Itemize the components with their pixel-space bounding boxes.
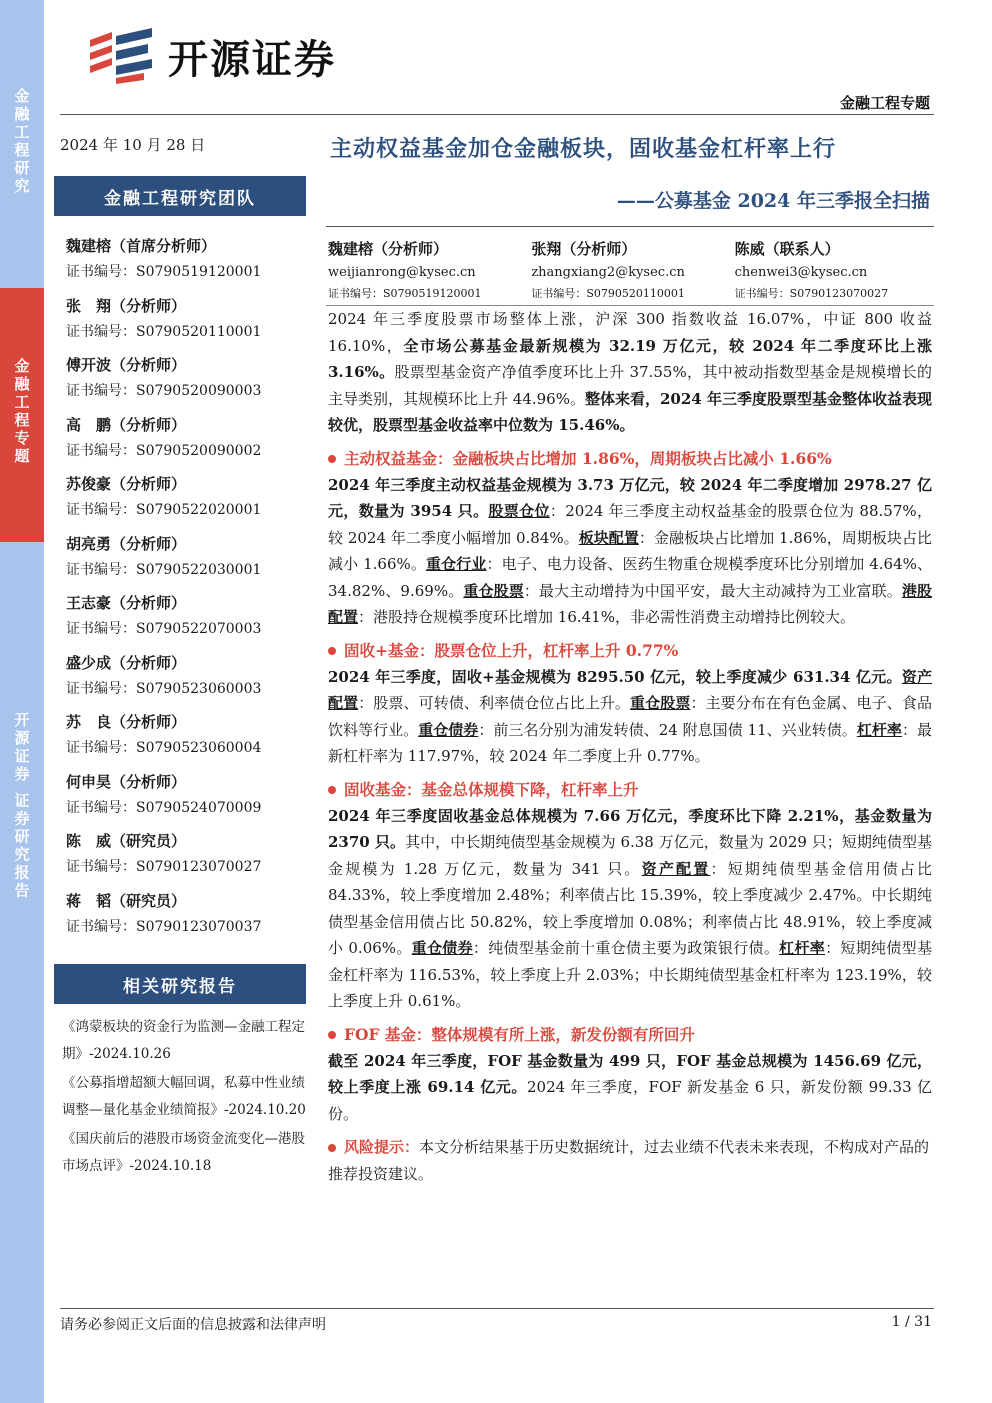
- team-member: [66, 710, 306, 770]
- analyst: [328, 238, 531, 302]
- analyst-cert: 证书编号：S0790519120001: [328, 287, 482, 300]
- footer-disclaimer: 请务必参阅正文后面的信息披露和法律声明: [60, 1317, 326, 1333]
- analyst: [735, 238, 938, 302]
- section-text: ：前三名分别为浦发转债、24 附息国债 11、兴业转债。: [478, 720, 857, 739]
- member-name: 傅开波（分析师）: [66, 356, 187, 374]
- team-member: [66, 889, 306, 949]
- bullet-icon: [328, 1031, 336, 1039]
- intro-text: 股票型基金资产净值季度环比上升 37.55%，其中被动指数型基金是规模增长的主导类别，其规模环比上升 44.96%。: [328, 363, 932, 408]
- analyst-email[interactable]: zhangxiang2@kysec.cn: [531, 265, 685, 280]
- member-name: 苏 良（分析师）: [66, 713, 187, 731]
- section-heading-text: 主动权益基金：金融板块占比增加 1.86%，周期板块占比减小 1.66%: [344, 448, 832, 468]
- logo-text: 开源证券: [168, 36, 336, 83]
- section-heading-text: 固收基金：基金总体规模下降，杠杆率上升: [344, 779, 639, 799]
- page-number: 1 / 31: [891, 1314, 932, 1330]
- bullet-icon: [328, 455, 336, 463]
- section-text: ：股票、可转债、利率债仓位占比上升。: [358, 694, 631, 712]
- logo-mark-icon: [86, 26, 156, 86]
- section-keyword: 重仓债券: [418, 720, 479, 739]
- analyst-cert: 证书编号：S0790520110001: [531, 287, 685, 300]
- section-text: ：金融板块占比增加 1.86%，周期板块占比减小 1.66%。: [328, 528, 932, 573]
- team-member: [66, 472, 306, 532]
- report-date: 2024 年 10 月 28 日: [60, 136, 206, 154]
- member-cert: 证书编号：S0790123070027: [66, 859, 262, 875]
- section-keyword: 港股配置: [328, 581, 932, 626]
- member-name: 高 鹏（分析师）: [66, 415, 187, 434]
- member-cert: 证书编号：S0790520110001: [66, 323, 262, 340]
- risk-heading: 风险提示：: [344, 1138, 420, 1156]
- report-category: 金融工程专题: [839, 94, 930, 112]
- team-member: [66, 770, 306, 830]
- section-highlight: 2024 年三季度主动权益基金规模为 3.73 万亿元，较 2024 年二季度增加 2978.27 亿元，数量为 3954 只。: [328, 475, 932, 520]
- member-cert: 证书编号：S0790123070037: [66, 918, 262, 935]
- header-divider: [60, 114, 934, 115]
- member-cert: 证书编号：S0790522070003: [66, 621, 262, 637]
- team-list: [66, 234, 306, 948]
- section-text: ：最新杠杆率为 117.97%，较 2024 年二季度上升 0.77%。: [328, 720, 932, 765]
- risk-text: 本文分析结果基于历史数据统计，过去业绩不代表未来表现，不构成对产品的推荐投资建议。: [328, 1138, 930, 1183]
- member-name: 魏建榕（首席分析师）: [66, 237, 217, 255]
- section-keyword: 重仓行业: [426, 555, 487, 573]
- risk-warning: [328, 1134, 932, 1187]
- member-cert: 证书编号：S0790523060004: [66, 740, 262, 756]
- member-cert: 证书编号：S0790520090002: [66, 442, 262, 459]
- team-member: [66, 591, 306, 651]
- analyst: [531, 238, 734, 302]
- member-cert: 证书编号：S0790524070009: [66, 799, 262, 816]
- section-highlight: 2024 年三季度固收基金总体规模为 7.66 万亿元，季度环比下降 2.21%，基金数量为 2370 只。: [328, 806, 932, 851]
- member-cert: 证书编号：S0790523060003: [66, 680, 262, 697]
- section-keyword: 资产配置: [328, 667, 932, 712]
- section-keyword: 杠杆率: [779, 939, 826, 957]
- section-paragraph-active-equity: [328, 472, 932, 631]
- side-strip-middle: [0, 288, 44, 542]
- section-text: ：短期纯债型基金杠杆率为 116.53%，较上季度上升 2.03%；中长期纯债型基金杠杆率为 123.19%，较上季度上升 0.61%。: [328, 939, 932, 1010]
- team-title: 金融工程研究团队: [54, 176, 306, 216]
- side-strip-middle-label: 金融工程专题: [12, 358, 31, 466]
- side-strip-top-label: 金融工程研究: [12, 88, 31, 196]
- section-keyword: 资产配置: [641, 859, 711, 878]
- section-highlight: 2024 年三季度，固收+基金规模为 8295.50 亿元，较上季度减少 631.34 亿元。: [328, 667, 902, 686]
- section-keyword: 板块配置: [578, 528, 639, 547]
- report-body: [328, 306, 932, 1187]
- bullet-icon: [328, 647, 336, 655]
- team-member: [66, 234, 306, 294]
- section-paragraph-fixed-income: [328, 803, 932, 1015]
- intro-text: 2024 年三季度股票市场整体上涨，沪深 300 指数收益 16.07%，中证 800 收益 16.10%，: [328, 310, 932, 355]
- analyst-cert: 证书编号：S0790123070027: [734, 287, 889, 300]
- related-reports-title: 相关研究报告: [54, 964, 306, 1004]
- team-member: [66, 294, 306, 354]
- footer-divider: [60, 1308, 934, 1309]
- section-heading-fof: [328, 1022, 932, 1048]
- team-member: [66, 353, 306, 413]
- section-text: ：港股持仓规模季度环比增加 16.41%，非必需性消费主动增持比例较大。: [358, 608, 855, 626]
- section-text: ：2024 年三季度主动权益基金的股票仓位为 88.57%，较 2024 年二季度小幅增加 0.84%。: [328, 502, 932, 547]
- analyst-name: 魏建榕（分析师）: [328, 240, 449, 258]
- section-paragraph-fixed-income-plus: [328, 664, 932, 770]
- related-report-link[interactable]: 《公募指增超额大幅回调，私募中性业绩调整—量化基金业绩简报》-2024.10.20: [62, 1075, 306, 1118]
- section-heading-active-equity: [328, 446, 932, 472]
- section-heading-fixed-income: [328, 777, 932, 803]
- related-report-link[interactable]: 《国庆前后的港股市场资金流变化—港股市场点评》-2024.10.18: [62, 1131, 305, 1174]
- bullet-icon: [328, 786, 336, 794]
- member-name: 陈 威（研究员）: [66, 832, 187, 850]
- section-text: 2024 年三季度，FOF 新发基金 6 只，新发份额 99.33 亿份。: [328, 1078, 932, 1123]
- analyst-email[interactable]: weijianrong@kysec.cn: [328, 265, 476, 280]
- section-paragraph-fof: [328, 1048, 932, 1128]
- member-cert: 证书编号：S0790522030001: [66, 561, 262, 578]
- side-strip-bottom: [0, 542, 44, 1403]
- report-subtitle: ——公募基金 2024 年三季报全扫描: [616, 190, 930, 212]
- section-keyword: 杠杆率: [856, 720, 902, 739]
- side-strip-bottom-label: 开源证券 证券研究报告: [12, 712, 31, 901]
- analyst-list: [328, 238, 938, 302]
- member-name: 苏俊豪（分析师）: [66, 475, 187, 493]
- company-logo: [86, 26, 336, 86]
- title-divider: [326, 226, 934, 227]
- analyst-name: 陈威（联系人）: [734, 240, 840, 258]
- section-heading-text: FOF 基金：整体规模有所上涨，新发份额有所回升: [344, 1024, 695, 1044]
- member-name: 何申昊（分析师）: [66, 772, 187, 791]
- section-highlight: 截至 2024 年三季度，FOF 基金数量为 499 只，FOF 基金总规模为 1456.69 亿元，较上季度上涨 69.14 亿元。: [328, 1051, 932, 1096]
- report-title: 主动权益基金加仓金融板块，固收基金杠杆率上行: [330, 136, 837, 162]
- member-name: 蒋 韬（研究员）: [66, 891, 187, 910]
- related-reports-list: [62, 1014, 310, 1182]
- member-cert: 证书编号：S0790522020001: [66, 502, 262, 518]
- section-keyword: 股票仓位: [488, 502, 550, 520]
- section-keyword: 重仓股票: [463, 581, 524, 600]
- team-member: [66, 829, 306, 889]
- team-member: [66, 532, 306, 592]
- section-text: ：短期纯债型基金信用债占比 84.33%，较上季度增加 2.48%；利率债占比 15.39%，较上季度减少 2.47%。中长期纯债型基金信用债占比 50.82%，较上季度增加 0.08%；利率债占比 48.91%，较上季度减小 0.06%。: [328, 859, 932, 957]
- member-cert: 证书编号：S0790520090003: [66, 383, 262, 399]
- member-cert: 证书编号：S0790519120001: [66, 264, 262, 280]
- analyst-name: 张翔（分析师）: [531, 240, 637, 258]
- bullet-icon: [328, 1144, 336, 1152]
- related-report-link[interactable]: 《鸿蒙板块的资金行为监测—金融工程定期》-2024.10.26: [62, 1019, 305, 1062]
- member-name: 盛少成（分析师）: [66, 653, 187, 672]
- intro-highlight: 全市场公募基金最新规模为 32.19 万亿元，较 2024 年二季度环比上涨 3.16%。: [328, 336, 932, 381]
- side-strip-top: [0, 0, 44, 288]
- section-text: ：最大主动增持为中国平安，最大主动减持为工业富联。: [523, 581, 902, 600]
- section-heading-text: 固收+基金：股票仓位上升，杠杆率上升 0.77%: [344, 640, 679, 660]
- team-member: [66, 651, 306, 711]
- member-name: 王志豪（分析师）: [66, 594, 187, 612]
- side-strip: [0, 0, 44, 1403]
- section-keyword: 重仓债券: [411, 939, 473, 957]
- team-member: [66, 413, 306, 473]
- analyst-email[interactable]: chenwei3@kysec.cn: [734, 265, 868, 280]
- section-keyword: 重仓股票: [630, 694, 691, 712]
- section-text: ：纯债型基金前十重仓债主要为政策银行债。: [472, 939, 780, 957]
- section-text: ：电子、电力设备、医药生物重仓规模季度环比分别增加 4.64%、34.82%、9.69%。: [328, 555, 932, 600]
- member-name: 张 翔（分析师）: [66, 296, 187, 315]
- section-text: ：主要分布在有色金属、电子、食品饮料等行业。: [328, 694, 932, 739]
- section-text: 其中，中长期纯债型基金规模为 6.38 万亿元，数量为 2029 只；短期纯债型基金规模为 1.28 万亿元，数量为 341 只。: [328, 833, 932, 878]
- intro-highlight: 整体来看，2024 年三季度股票型基金整体收益表现较优，股票型基金收益率中位数为 15.46%。: [328, 389, 932, 434]
- member-name: 胡亮勇（分析师）: [66, 534, 187, 553]
- intro-paragraph: [328, 306, 932, 439]
- section-heading-fixed-income-plus: [328, 638, 932, 664]
